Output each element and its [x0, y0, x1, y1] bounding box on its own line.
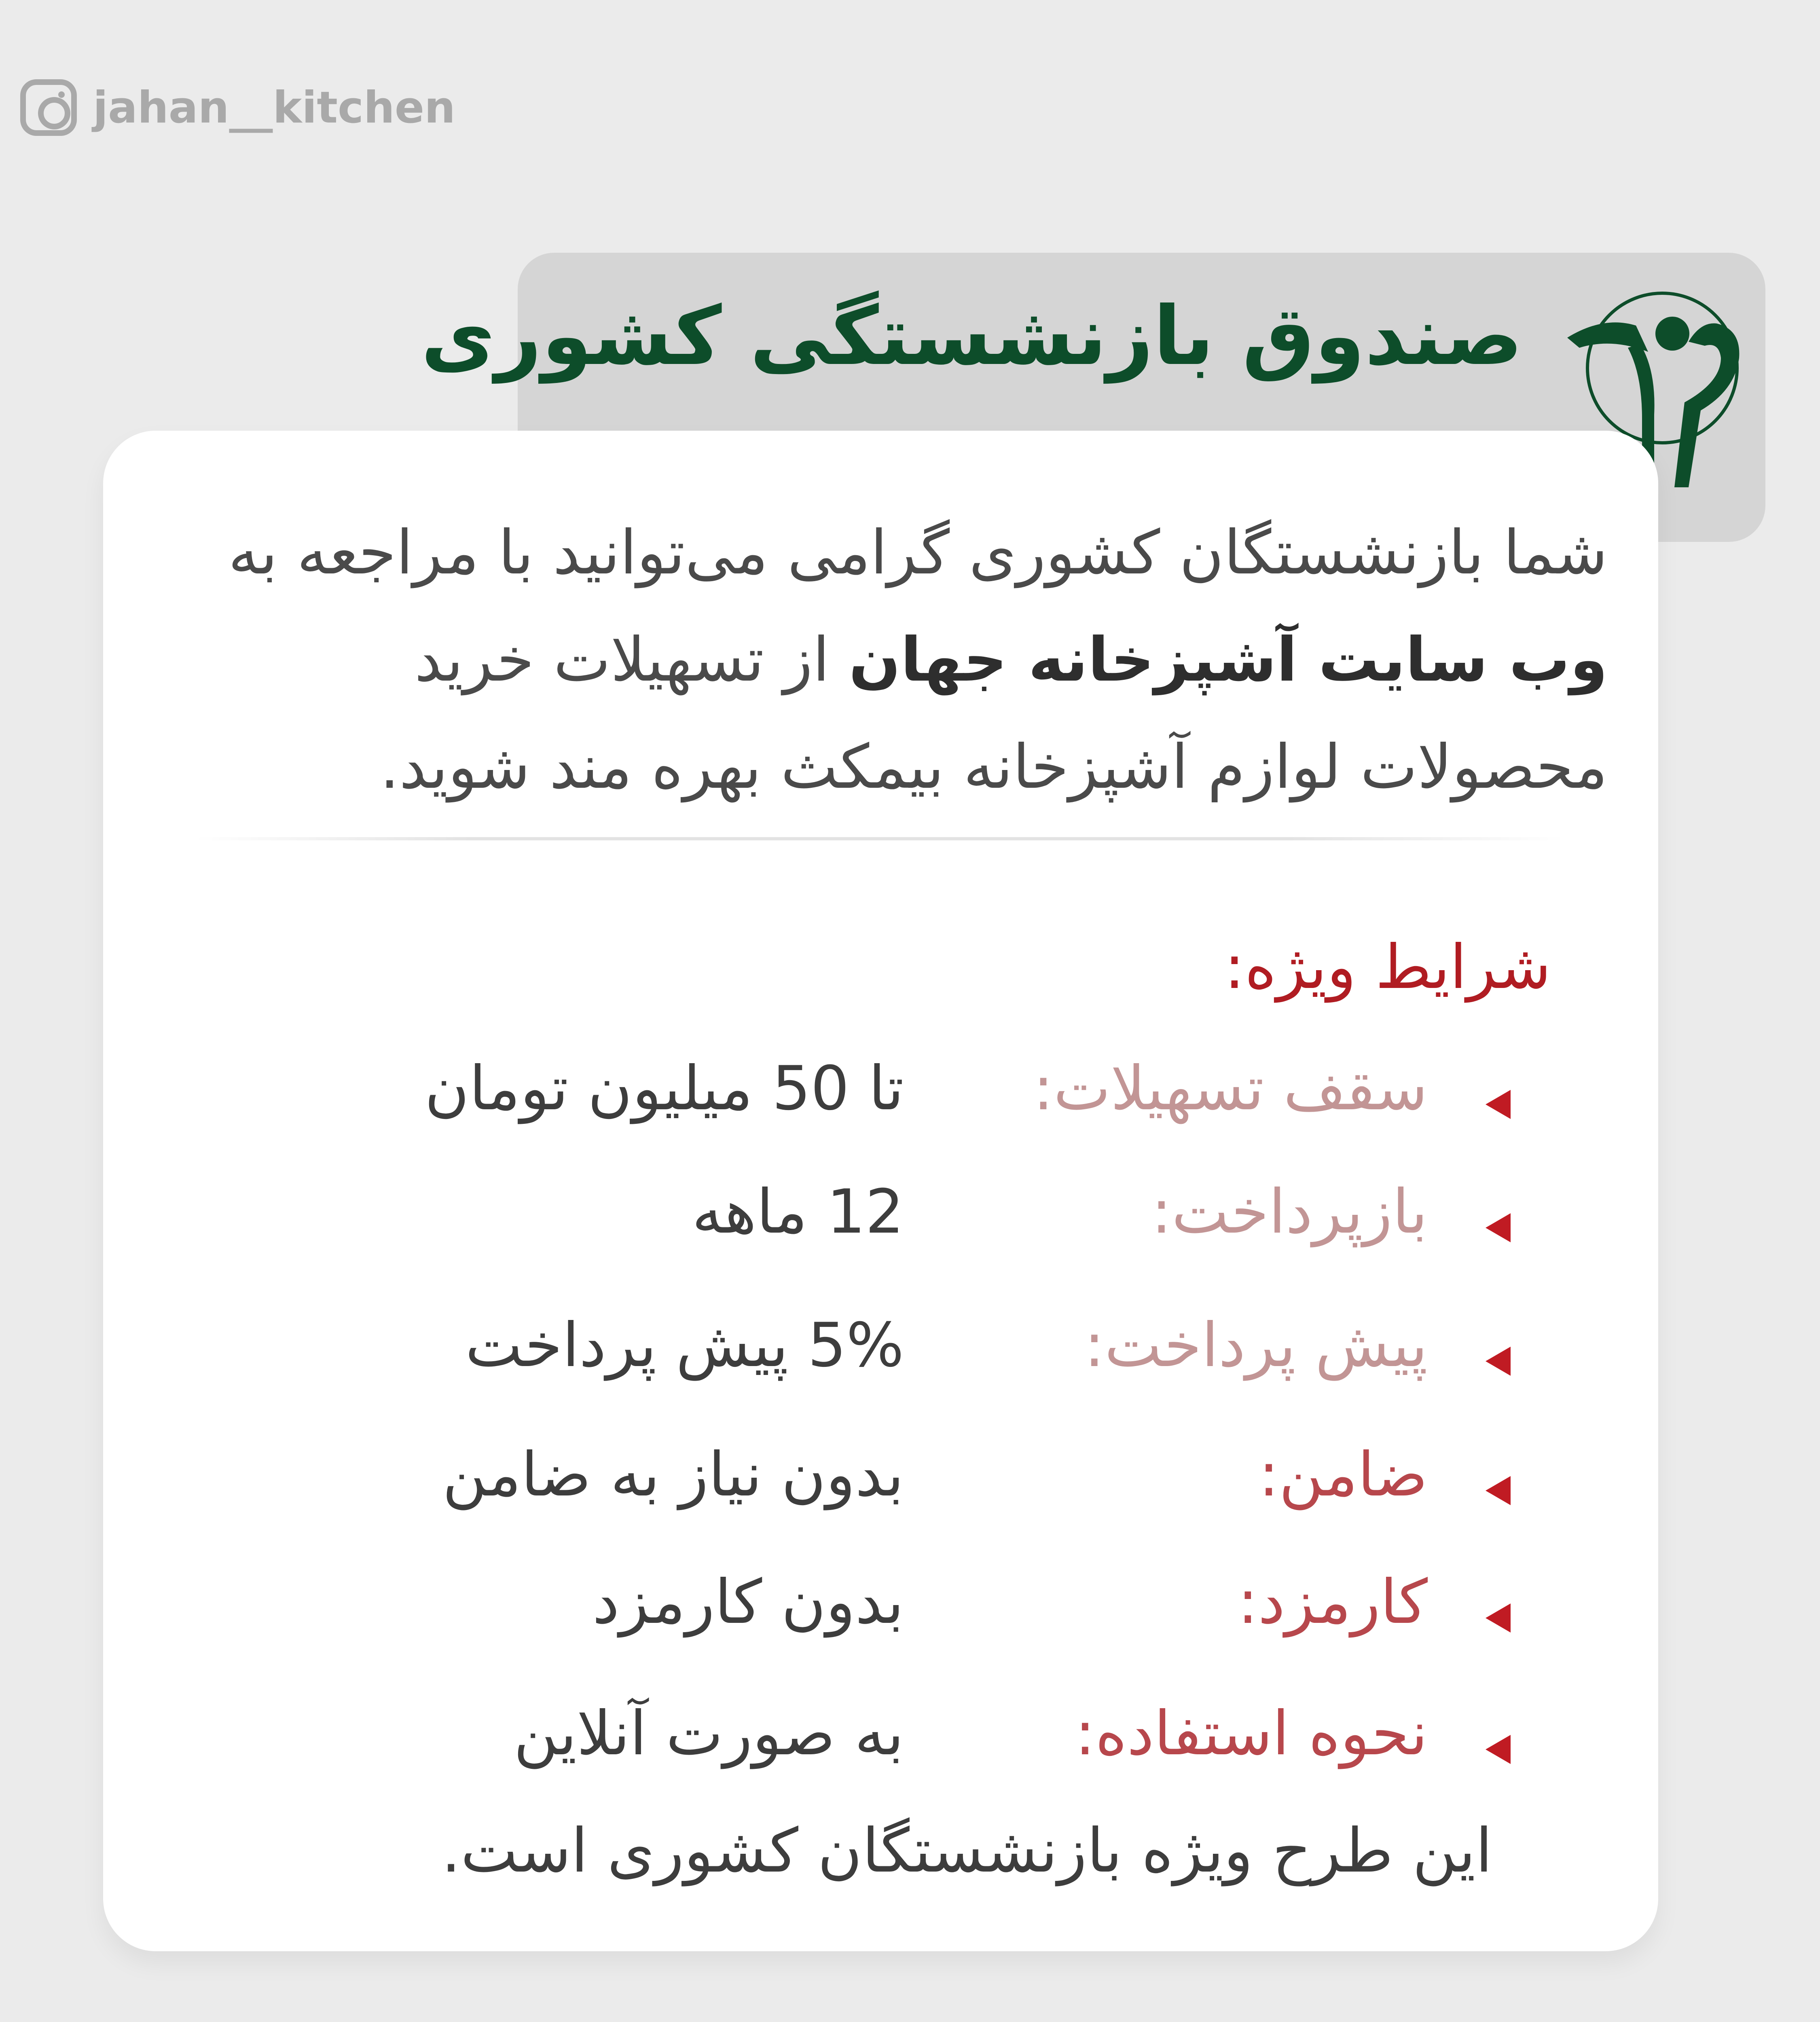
- conditions-title: شرایط ویژه:: [1224, 932, 1551, 1003]
- condition-value: 12 ماهه: [692, 1177, 904, 1247]
- website-name[interactable]: وب سایت آشپزخانه جهان: [849, 625, 1608, 695]
- footer-note: این طرح ویژه بازنشستگان کشوری است.: [441, 1816, 1492, 1886]
- instagram-handle[interactable]: [20, 79, 455, 136]
- divider: [196, 837, 1563, 840]
- condition-row: [103, 1694, 1658, 1800]
- triangle-left-icon: [1486, 1603, 1511, 1633]
- condition-row: [103, 1306, 1658, 1411]
- intro-text-part2: از تسهیلات خرید محصولات لوازم آشپزخانه بیمکث بهره مند شوید.: [380, 625, 1608, 802]
- instagram-icon: [20, 79, 77, 136]
- triangle-left-icon: [1486, 1735, 1511, 1764]
- condition-label: نحوه استفاده:: [1075, 1698, 1428, 1769]
- condition-row: [103, 1049, 1658, 1155]
- triangle-left-icon: [1486, 1476, 1511, 1505]
- condition-row: [103, 1563, 1658, 1668]
- intro-paragraph: [152, 499, 1608, 821]
- condition-row: [103, 1436, 1658, 1541]
- condition-value: تا 50 میلیون تومان: [425, 1053, 904, 1124]
- triangle-left-icon: [1486, 1347, 1511, 1376]
- condition-row: [103, 1173, 1658, 1278]
- main-card: [103, 431, 1658, 1951]
- intro-text-part1: شما بازنشستگان کشوری گرامی می‌توانید با مراجعه به: [228, 518, 1608, 588]
- condition-label: کارمزد:: [1238, 1567, 1428, 1637]
- handle-text: jahan__kitchen: [93, 82, 456, 133]
- triangle-left-icon: [1486, 1090, 1511, 1119]
- condition-label: ضامن:: [1258, 1440, 1428, 1510]
- triangle-left-icon: [1486, 1213, 1511, 1242]
- condition-value: بدون نیاز به ضامن: [442, 1440, 904, 1510]
- condition-value: بدون کارمزد: [592, 1567, 904, 1637]
- condition-label: بازپرداخت:: [1151, 1177, 1428, 1247]
- condition-value: 5% پیش پرداخت: [465, 1310, 904, 1381]
- condition-label: سقف تسهیلات:: [1033, 1053, 1428, 1124]
- header-title: صندوق بازنشستگی کشوری: [421, 289, 1523, 383]
- condition-label: پیش پرداخت:: [1084, 1310, 1428, 1381]
- condition-value: به صورت آنلاین: [514, 1698, 904, 1769]
